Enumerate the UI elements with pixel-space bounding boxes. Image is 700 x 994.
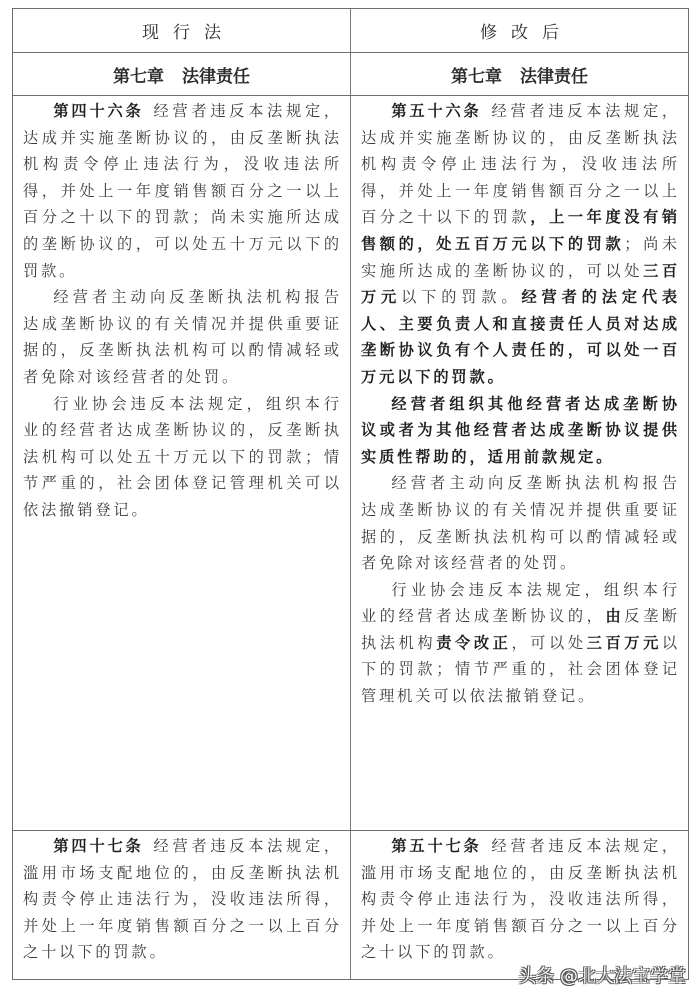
paragraph: 经营者主动向反垄断执法机构报告达成垄断协议的有关情况并提供重要证据的，反垄断执法机构可以酌情减轻或者免除对该经营者的处罚。 bbox=[23, 288, 342, 386]
paragraph-text: ，可以处 bbox=[511, 633, 587, 652]
article-label: 第五十六条 bbox=[391, 102, 482, 120]
current-article-47 bbox=[13, 831, 350, 979]
header-current-law bbox=[13, 9, 350, 52]
added-text: 经营者的法定代表人、主要负责人和直接责任人员对达成垄断协议负有个人责任的，可以处一百万元以下的罚款。 bbox=[361, 288, 680, 386]
current-article-46 bbox=[13, 96, 350, 830]
added-text: 责令改正 bbox=[436, 633, 512, 652]
chapter-name: 法律责任 bbox=[182, 66, 250, 87]
added-text: ，上一年度没有销售额的，处五百万元以下的罚款 bbox=[361, 208, 680, 253]
added-paragraph: 经营者组织其他经营者达成垄断协议或者为其他经营者达成垄断协议提供实质性帮助的，适用前款规定。 bbox=[361, 394, 680, 466]
article-label: 第四十七条 bbox=[53, 837, 144, 855]
paragraph bbox=[23, 833, 342, 966]
watermark: 头条 @北大法宝学堂 bbox=[518, 966, 686, 987]
amended-article-57 bbox=[351, 831, 688, 979]
paragraph-text: 经营者违反本法规定，达成并实施垄断协议的，由反垄断执法机构责令停止违法行为，没收违法所得，并处上一年度销售额百分之一以上百分之十以下的罚款；尚未实施所达成的垄断协议的，可以处五十万元以下的罚款。 bbox=[23, 102, 343, 280]
paragraph-text: 以下的罚款。 bbox=[401, 288, 522, 307]
article-label: 第四十六条 bbox=[53, 102, 144, 120]
paragraph-text: 经营者违反本法规定，滥用市场支配地位的，由反垄断执法机构责令停止违法行为，没收违法所得，并处上一年度销售额百分之一以上百分之十以下的罚款。 bbox=[361, 837, 681, 962]
added-text: 三百万元 bbox=[361, 261, 680, 307]
header-current-law-label: 现行法 bbox=[142, 23, 235, 43]
header-amended-law bbox=[351, 9, 688, 52]
paragraph bbox=[23, 98, 342, 284]
added-text: 三百万元 bbox=[586, 633, 662, 652]
chapter-name: 法律责任 bbox=[520, 66, 588, 87]
chapter-heading-left bbox=[13, 53, 350, 95]
chapter-number: 第七章 bbox=[451, 66, 502, 87]
article-label: 第五十七条 bbox=[391, 837, 482, 855]
paragraph-text: 经营者违反本法规定，达成并实施垄断协议的，由反垄断执法机构责令停止违法行为，没收违法所得，并处上一年度销售额百分之一以上百分之十以下的罚款 bbox=[361, 102, 681, 227]
paragraph-text: 经营者违反本法规定，滥用市场支配地位的，由反垄断执法机构责令停止违法行为，没收违法所得，并处上一年度销售额百分之一以上百分之十以下的罚款。 bbox=[23, 837, 343, 962]
chapter-heading-right bbox=[351, 53, 688, 95]
paragraph bbox=[361, 577, 680, 710]
paragraph bbox=[361, 833, 680, 966]
paragraph-text: ；尚未实施所达成的垄断协议的，可以处 bbox=[361, 234, 680, 280]
paragraph-text: 行业协会违反本法规定，组织本行业的经营者达成垄断协议的， bbox=[361, 580, 680, 626]
comparison-table bbox=[12, 8, 689, 980]
header-amended-law-label: 修改后 bbox=[480, 23, 573, 43]
paragraph: 行业协会违反本法规定，组织本行业的经营者达成垄断协议的，反垄断执法机构可以处五十万元以下的罚款；情节严重的，社会团体登记管理机关可以依法撤销登记。 bbox=[23, 394, 342, 519]
chapter-number: 第七章 bbox=[113, 66, 164, 87]
amended-article-56 bbox=[351, 96, 688, 830]
paragraph-text: 反垄断执法机构 bbox=[361, 607, 680, 652]
added-text: 由 bbox=[605, 607, 625, 626]
paragraph bbox=[361, 98, 680, 391]
paragraph: 经营者主动向反垄断执法机构报告达成垄断协议的有关情况并提供重要证据的，反垄断执法机构可以酌情减轻或者免除对该经营者的处罚。 bbox=[361, 474, 680, 573]
paragraph-text: 以下的罚款；情节严重的，社会团体登记管理机关可以依法撤销登记。 bbox=[361, 633, 680, 706]
